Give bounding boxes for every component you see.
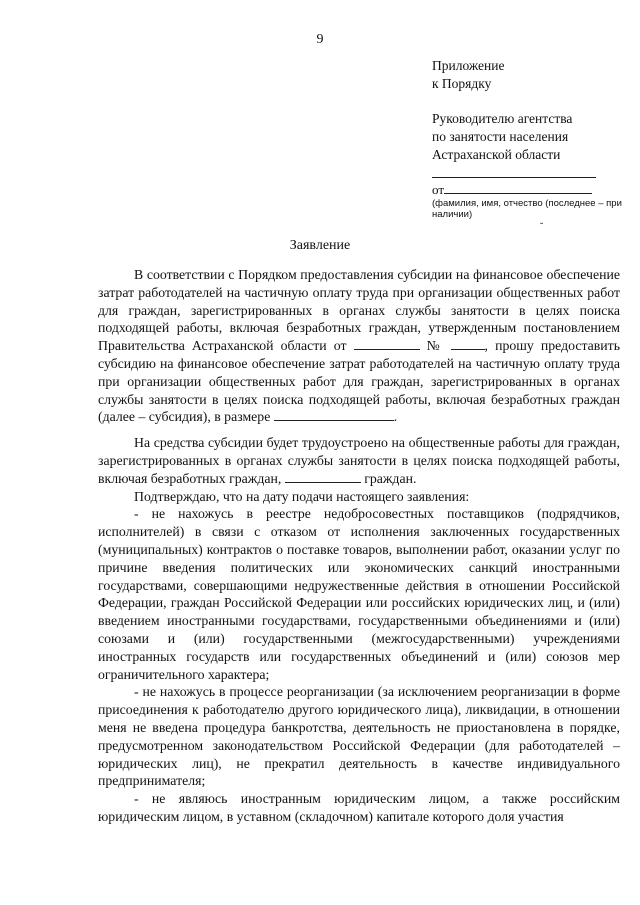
applicant-blank-line bbox=[432, 176, 596, 178]
applicant-from-row bbox=[432, 182, 602, 198]
document-body bbox=[98, 266, 620, 826]
amount-blank bbox=[274, 408, 394, 421]
paragraph-employment bbox=[98, 434, 620, 487]
appendix-line-2: к Порядку bbox=[432, 76, 492, 91]
paragraph-registry: - не нахожусь в реестре недобросовестных поставщиков (подрядчиков, исполнителей) в связи с отказом от исполнения заключенных государственных (муниципальных) контрактов о поставке товаров, выполнении работ, оказании услуг по причине введения политических или экономических санкций иностранными государствами, совершающими недружественные действия в отношении Российской Федерации, граждан Российской Федерации или российских юридических лиц, и (или) введением иностранными государствами, государственными объединениями и (или) союзами и (или) государственными (межгосударственными) учреждениями иностранных государств или государственных объединений и (или) союзов мер ограничительного характера; bbox=[98, 506, 620, 682]
paragraph-foreign-entity: - не являюсь иностранным юридическим лицом, а также российским юридическим лицом, в уставном (складочном) капитале которого доля участия bbox=[98, 791, 620, 824]
stray-mark: ˘ bbox=[540, 222, 544, 233]
paragraph-confirm: Подтверждаю, что на дату подачи настоящего заявления: bbox=[134, 488, 470, 504]
paragraph-reorganization: - не нахожусь в процессе реорганизации (за исключением реорганизации в форме присоединения к работодателю другого юридического лица), ликвидации, в отношении меня не введена процедура банкротства, деятельность не приостановлена в порядке, предусмотренном законодательством Российской Федерации (для работодателей – юридических лиц), не прекратил деятельность в качестве индивидуального предпринимателя; bbox=[98, 684, 620, 789]
employment-text-a: На средства субсидии будет трудоустроено на общественные работы для граждан, зарегистрированных в органах службы занятости в целях поиска подходящей работы, включая безработных граждан, bbox=[98, 435, 620, 486]
paragraph-request bbox=[98, 266, 620, 426]
employment-text-b: граждан. bbox=[364, 470, 417, 486]
from-label: от bbox=[432, 182, 445, 197]
appendix-reference bbox=[432, 57, 622, 93]
number-sign: № bbox=[426, 338, 444, 354]
addressee-line-3: Астраханской области bbox=[432, 147, 561, 162]
count-blank bbox=[285, 470, 361, 483]
date-blank bbox=[354, 337, 420, 350]
request-end: . bbox=[393, 409, 398, 425]
request-text-a: В соответствии с Порядком предоставления субсидии на финансовое обеспечение затрат работодателей на частичную оплату труда при организации общественных работ для граждан, зарегистрированных в органах службы занятости в целях поиска подходящей работы, включая безработных граждан, утвержденным постановлением Правительства Астраханской области от bbox=[98, 267, 620, 354]
appendix-line-1: Приложение bbox=[432, 58, 505, 73]
applicant-hint: (фамилия, имя, отчество (последнее – при наличии) bbox=[432, 198, 622, 220]
request-text-b: , прошу предоставить субсидию на финансовое обеспечение затрат работодателей на частичную оплату труда при организации общественных работ для граждан, зарегистрированных в органах службы занятости в целях поиска подходящей работы, включая безработных граждан (далее – субсидия), в размере bbox=[98, 338, 620, 425]
document-title: Заявление bbox=[289, 238, 351, 253]
applicant-name-blank bbox=[444, 182, 592, 194]
page-number: 9 bbox=[316, 32, 324, 47]
addressee-line-2: по занятости населения bbox=[432, 129, 569, 144]
addressee-line-1: Руководителю агентства bbox=[432, 111, 573, 126]
number-blank bbox=[451, 337, 485, 350]
addressee-block bbox=[432, 110, 622, 164]
